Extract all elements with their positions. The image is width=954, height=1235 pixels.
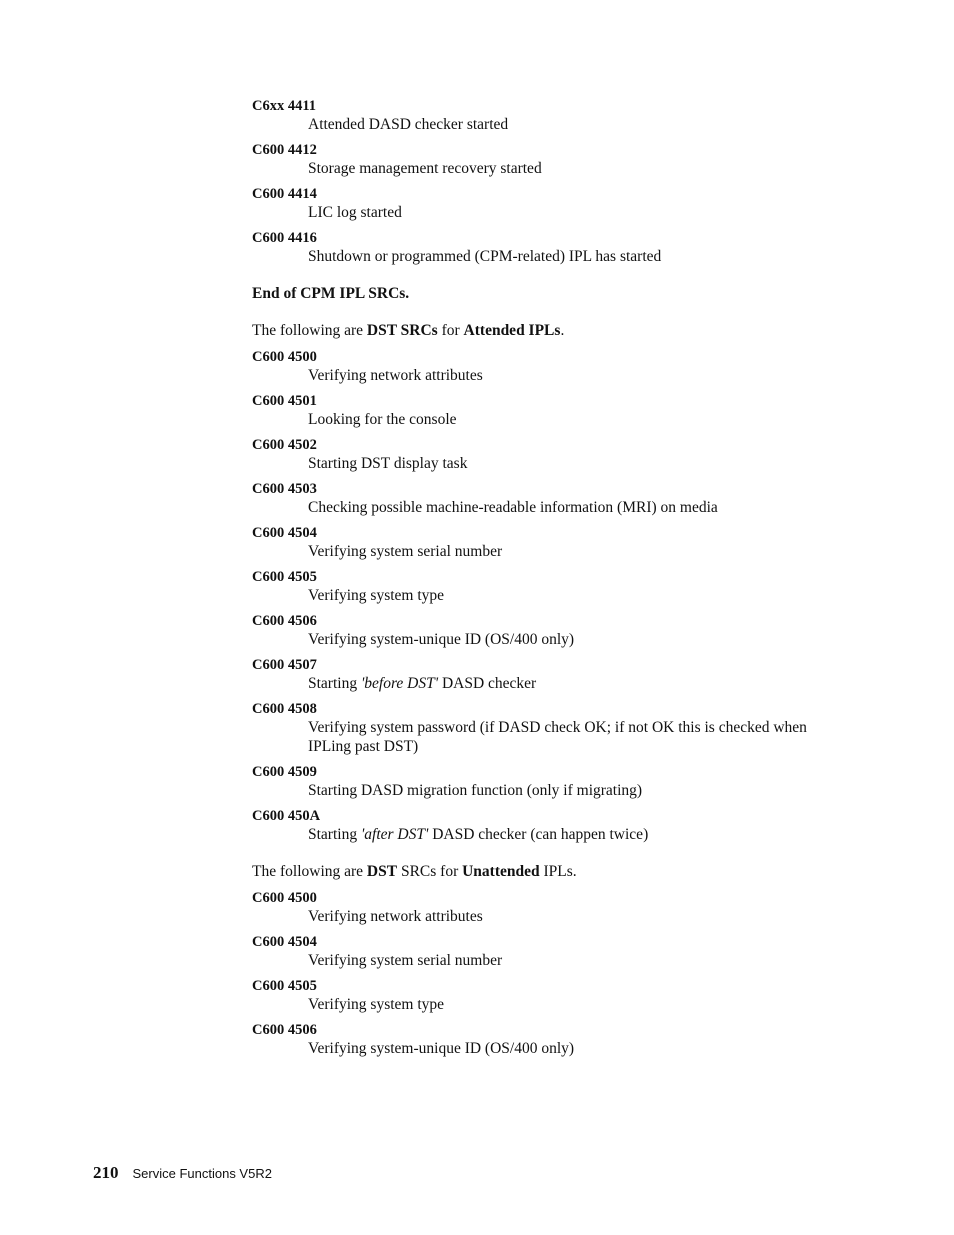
src-code: C600 4505 xyxy=(252,569,317,585)
intro-bold: DST SRCs xyxy=(366,322,438,339)
desc-italic: 'before DST' xyxy=(360,675,439,692)
intro-text: The following are xyxy=(252,322,367,339)
src-code: C600 4507 xyxy=(252,657,317,673)
src-code: C600 4500 xyxy=(252,890,317,906)
src-entry xyxy=(252,1021,852,1058)
intro-bold: DST xyxy=(366,863,398,880)
src-code: C600 4509 xyxy=(252,764,317,780)
end-of-cpm-heading: End of CPM IPL SRCs. xyxy=(252,285,410,302)
src-description: Verifying network attributes xyxy=(308,908,483,925)
intro-text: for xyxy=(437,322,464,339)
page-body xyxy=(252,97,852,1065)
src-description: Attended DASD checker started xyxy=(308,116,509,133)
intro-text: SRCs for xyxy=(397,863,463,880)
attended-src-list xyxy=(252,348,852,649)
src-entry xyxy=(252,524,852,561)
src-code: C600 4500 xyxy=(252,349,317,365)
intro-text: IPLs. xyxy=(539,863,577,880)
src-description: Shutdown or programmed (CPM-related) IPL has started xyxy=(308,248,662,265)
desc-italic: 'after DST' xyxy=(360,826,429,843)
src-entry xyxy=(252,700,852,756)
src-entry xyxy=(252,392,852,429)
intro-text: . xyxy=(560,322,565,339)
src-code: C600 4506 xyxy=(252,1022,317,1038)
src-code: C600 4508 xyxy=(252,701,317,717)
page-number: 210 xyxy=(93,1163,119,1182)
src-entry xyxy=(252,656,852,693)
src-code: C6xx 4411 xyxy=(252,98,317,114)
desc-text: Starting xyxy=(308,826,361,843)
src-entry xyxy=(252,933,852,970)
desc-text: DASD checker (can happen twice) xyxy=(428,826,649,843)
attended-src-list-continued xyxy=(252,700,852,800)
src-code: C600 4414 xyxy=(252,186,317,202)
src-entry xyxy=(252,889,852,926)
src-code: C600 4504 xyxy=(252,525,317,541)
src-description: LIC log started xyxy=(308,204,402,221)
src-description: Starting DST display task xyxy=(308,455,468,472)
src-description: Verifying system password (if DASD check OK; if not OK this is checked when IPLing past DST) xyxy=(308,719,807,755)
src-entry xyxy=(252,436,852,473)
src-entry xyxy=(252,141,852,178)
src-entry xyxy=(252,480,852,517)
intro-bold: Unattended xyxy=(462,863,540,880)
src-entry xyxy=(252,763,852,800)
src-description: Starting DASD migration function (only if migrating) xyxy=(308,782,643,799)
cpm-src-list xyxy=(252,97,852,266)
unattended-src-list xyxy=(252,889,852,1058)
src-entry xyxy=(252,612,852,649)
src-description: Verifying system serial number xyxy=(308,952,503,969)
src-description: Verifying system-unique ID (OS/400 only) xyxy=(308,631,575,648)
src-description: Verifying system type xyxy=(308,587,445,604)
src-code: C600 4416 xyxy=(252,230,317,246)
src-entry xyxy=(252,229,852,266)
src-description: Storage management recovery started xyxy=(308,160,542,177)
src-description xyxy=(308,674,852,693)
src-code: C600 4506 xyxy=(252,613,317,629)
src-code: C600 4503 xyxy=(252,481,317,497)
src-code: C600 4505 xyxy=(252,978,317,994)
src-code: C600 4504 xyxy=(252,934,317,950)
src-entry xyxy=(252,185,852,222)
src-entry xyxy=(252,568,852,605)
src-code: C600 4412 xyxy=(252,142,317,158)
src-entry xyxy=(252,977,852,1014)
src-code: C600 4502 xyxy=(252,437,317,453)
src-entry xyxy=(252,807,852,844)
document-title: Service Functions V5R2 xyxy=(132,1166,272,1181)
page-footer xyxy=(93,1163,272,1184)
intro-bold: Attended IPLs xyxy=(463,322,561,339)
src-description: Verifying network attributes xyxy=(308,367,483,384)
src-code: C600 4501 xyxy=(252,393,317,409)
src-entry xyxy=(252,97,852,134)
src-description xyxy=(308,825,852,844)
src-code: C600 450A xyxy=(252,808,321,824)
src-description: Verifying system-unique ID (OS/400 only) xyxy=(308,1040,575,1057)
src-description: Looking for the console xyxy=(308,411,457,428)
unattended-intro xyxy=(252,862,852,881)
src-entry xyxy=(252,348,852,385)
src-description: Verifying system type xyxy=(308,996,445,1013)
intro-text: The following are xyxy=(252,863,367,880)
attended-intro xyxy=(252,321,852,340)
src-description: Checking possible machine-readable information (MRI) on media xyxy=(308,499,718,516)
src-description: Verifying system serial number xyxy=(308,543,503,560)
desc-text: DASD checker xyxy=(438,675,537,692)
desc-text: Starting xyxy=(308,675,361,692)
